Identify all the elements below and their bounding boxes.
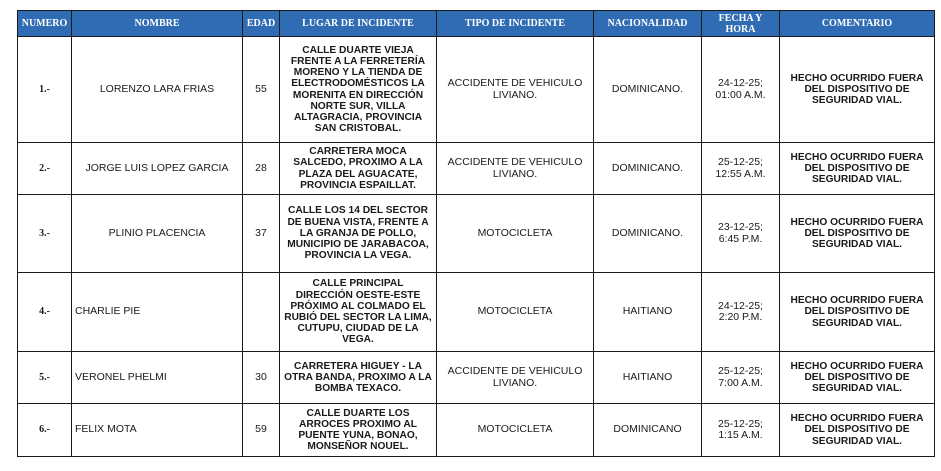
cell-fecha-hora xyxy=(702,143,780,195)
cell-nacionalidad: DOMINICANO. xyxy=(594,195,702,273)
cell-comentario: HECHO OCURRIDO FUERA DEL DISPOSITIVO DE SEGURIDAD VIAL. xyxy=(780,37,935,143)
cell-tipo: ACCIDENTE DE VEHICULO LIVIANO. xyxy=(437,352,594,404)
header-fecha-line: FECHA Y xyxy=(718,12,763,24)
cell-hora: 12:55 A.M. xyxy=(715,167,766,180)
cell-nacionalidad: DOMINICANO xyxy=(594,404,702,457)
cell-nacionalidad: DOMINICANO. xyxy=(594,143,702,195)
table-row xyxy=(18,352,935,404)
header-comentario: COMENTARIO xyxy=(780,11,935,37)
cell-comentario: HECHO OCURRIDO FUERA DEL DISPOSITIVO DE SEGURIDAD VIAL. xyxy=(780,404,935,457)
cell-numero: 6.- xyxy=(18,404,72,457)
cell-comentario: HECHO OCURRIDO FUERA DEL DISPOSITIVO DE SEGURIDAD VIAL. xyxy=(780,273,935,352)
cell-numero: 1.- xyxy=(18,37,72,143)
cell-tipo: ACCIDENTE DE VEHICULO LIVIANO. xyxy=(437,143,594,195)
cell-nombre: LORENZO LARA FRIAS xyxy=(72,37,243,143)
cell-fecha-hora xyxy=(702,195,780,273)
cell-fecha: 24-12-25; xyxy=(718,77,763,89)
cell-edad xyxy=(243,273,280,352)
header-row xyxy=(18,11,935,37)
cell-nombre: JORGE LUIS LOPEZ GARCIA xyxy=(72,143,243,195)
cell-fecha: 23-12-25; xyxy=(718,221,763,233)
cell-lugar: CALLE PRINCIPAL DIRECCIÓN OESTE-ESTE PRÓXIMO AL COLMADO EL RUBIÓ DEL SECTOR LA LIMA, CUTUPU, CIUDAD DE LA VEGA. xyxy=(280,273,437,352)
header-lugar: LUGAR DE INCIDENTE xyxy=(280,11,437,37)
cell-hora: 1:15 A.M. xyxy=(718,429,763,441)
header-hora-line: HORA xyxy=(725,23,756,35)
cell-hora: 01:00 A.M. xyxy=(715,88,766,101)
cell-hora: 2:20 P.M. xyxy=(718,311,763,323)
cell-comentario: HECHO OCURRIDO FUERA DEL DISPOSITIVO DE SEGURIDAD VIAL. xyxy=(780,143,935,195)
cell-numero: 3.- xyxy=(18,195,72,273)
cell-fecha-hora xyxy=(702,273,780,352)
cell-tipo: MOTOCICLETA xyxy=(437,273,594,352)
cell-hora: 7:00 A.M. xyxy=(718,376,763,389)
header-numero: NUMERO xyxy=(18,11,72,37)
cell-fecha: 25-12-25; xyxy=(718,365,763,377)
table-row xyxy=(18,195,935,273)
cell-fecha-hora xyxy=(702,37,780,143)
cell-numero: 2.- xyxy=(18,143,72,195)
cell-numero: 5.- xyxy=(18,352,72,404)
cell-nacionalidad: HAITIANO xyxy=(594,273,702,352)
cell-lugar: CARRETERA MOCA SALCEDO, PROXIMO A LA PLAZA DEL AGUACATE, PROVINCIA ESPAILLAT. xyxy=(280,143,437,195)
cell-comentario: HECHO OCURRIDO FUERA DEL DISPOSITIVO DE SEGURIDAD VIAL. xyxy=(780,195,935,273)
cell-edad: 28 xyxy=(243,143,280,195)
cell-tipo: ACCIDENTE DE VEHICULO LIVIANO. xyxy=(437,37,594,143)
cell-numero: 4.- xyxy=(18,273,72,352)
cell-fecha-hora xyxy=(702,352,780,404)
table-row xyxy=(18,404,935,457)
cell-nacionalidad: HAITIANO xyxy=(594,352,702,404)
cell-comentario: HECHO OCURRIDO FUERA DEL DISPOSITIVO DE SEGURIDAD VIAL. xyxy=(780,352,935,404)
cell-lugar: CALLE LOS 14 DEL SECTOR DE BUENA VISTA, FRENTE A LA GRANJA DE POLLO, MUNICIPIO DE JARABACOA, PROVINCIA LA VEGA. xyxy=(280,195,437,273)
cell-lugar: CARRETERA HIGUEY - LA OTRA BANDA, PROXIMO A LA BOMBA TEXACO. xyxy=(280,352,437,404)
cell-nombre: VERONEL PHELMI xyxy=(72,352,243,404)
cell-edad: 37 xyxy=(243,195,280,273)
cell-nombre: FELIX MOTA xyxy=(72,404,243,457)
incident-table xyxy=(17,10,935,457)
header-nombre: NOMBRE xyxy=(72,11,243,37)
cell-fecha: 24-12-25; xyxy=(718,299,763,312)
cell-nombre: PLINIO PLACENCIA xyxy=(72,195,243,273)
cell-nombre: CHARLIE PIE xyxy=(72,273,243,352)
cell-lugar: CALLE DUARTE LOS ARROCES PROXIMO AL PUENTE YUNA, BONAO, MONSEÑOR NOUEL. xyxy=(280,404,437,457)
table-row xyxy=(18,37,935,143)
cell-edad: 55 xyxy=(243,37,280,143)
cell-tipo: MOTOCICLETA xyxy=(437,195,594,273)
cell-fecha: 25-12-25; xyxy=(718,417,763,430)
header-fecha-hora xyxy=(702,11,780,37)
table-row xyxy=(18,273,935,352)
cell-fecha-hora xyxy=(702,404,780,457)
cell-fecha: 25-12-25; xyxy=(718,156,763,168)
header-nacionalidad: NACIONALIDAD xyxy=(594,11,702,37)
cell-tipo: MOTOCICLETA xyxy=(437,404,594,457)
cell-edad: 30 xyxy=(243,352,280,404)
header-edad: EDAD xyxy=(243,11,280,37)
cell-lugar: CALLE DUARTE VIEJA FRENTE A LA FERRETERÍA MORENO Y LA TIENDA DE ELECTRODOMÉSTICOS LA MORENITA EN DIRECCIÓN NORTE SUR, VILLA ALTAGRACIA, PROVINCIA SAN CRISTOBAL. xyxy=(280,37,437,143)
incident-table-container xyxy=(17,10,934,457)
cell-edad: 59 xyxy=(243,404,280,457)
cell-hora: 6:45 P.M. xyxy=(718,232,763,245)
table-row xyxy=(18,143,935,195)
header-tipo: TIPO DE INCIDENTE xyxy=(437,11,594,37)
cell-nacionalidad: DOMINICANO. xyxy=(594,37,702,143)
